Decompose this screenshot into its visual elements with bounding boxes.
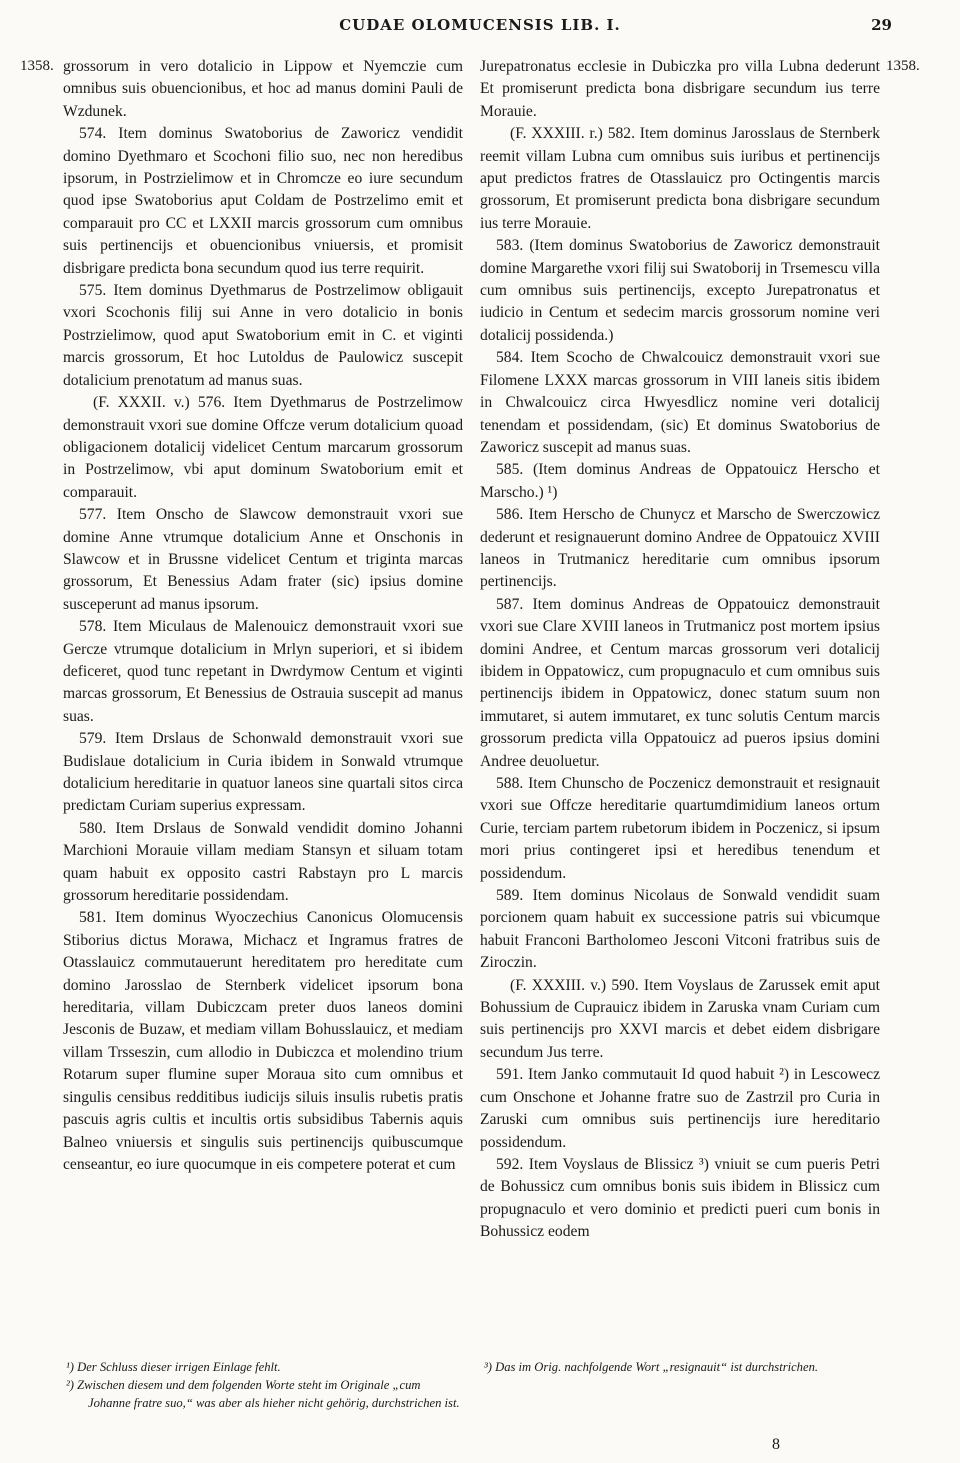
- paragraph: 592. Item Voyslaus de Blissicz ³) vniuit se cum pueris Petri de Bohussicz cum omnibus bonis suis ibidem in Blissicz cum propugnaculo et vero dominio et predicti pueri cum bonis in Bohussicz eodem: [480, 1155, 880, 1241]
- paragraph: (F. XXXIII. v.) 590. Item Voyslaus de Zarussek emit aput Bohussium de Cuprauicz ibidem in Zaruska vnam Curiam cum suis pertinencijs pro XXVI marcis et debet eidem disbrigare secundum Jus terre.: [480, 976, 880, 1061]
- paragraph: 583. (Item dominus Swatoborius de Zaworicz demonstrauit domine Margarethe vxori filij sui Swatoborij in Trsemescu villa cum omnibus suis pertinencijs, excepto Jurepatronatus et iudicio in Centum et sedecim marcis grossorum nomine veri dotalicij possidenda.): [480, 237, 880, 344]
- paragraph: 586. Item Herscho de Chunycz et Marscho de Swerczowicz dederunt et resignauerunt domino Andree de Oppatouicz XVIII laneos in Trutmanicz hereditarie cum omnibus ipsorum pertinencijs.: [480, 506, 880, 591]
- paragraph: 574. Item dominus Swatoborius de Zaworicz vendidit domino Dyethmaro et Scochoni filio suo, nec non heredibus ipsorum, in Postrzielimow et in Chromcze eo iure secundum quod ipse Swatoborius aput Coldam de Postrzelimo emit et comparauit pro CC et LXXII marcis grossorum cum omnibus suis pertinencijs et obuencionibus vniuersis, et promisit disbrigare predicta bona secundum quod ius terre requirit.: [63, 125, 463, 277]
- paragraph: (F. XXXIII. r.) 582. Item dominus Jarosslaus de Sternberk reemit villam Lubna cum omnibus suis iuribus et pertinencijs aput predictos fratres de Otasslauicz pro Octingentis marcis grossorum, Et promiserunt predicta bona disbrigare secundum ius terre Morauie.: [480, 125, 880, 232]
- paragraph: 585. (Item dominus Andreas de Oppatouicz Herscho et Marscho.) ¹): [480, 461, 880, 501]
- paragraph: 577. Item Onscho de Slawcow demonstrauit vxori sue domine Anne vtrumque dotalicium Anne et Onschonis in Slawcow et in Brussne videlicet Centum et triginta marcas grossorum, Et Benessius Adam frater (sic) ipsius domine susceperunt ad manus ipsorum.: [63, 506, 463, 613]
- running-title: CUDAE OLOMUCENSIS LIB. I.: [339, 16, 621, 34]
- paragraph: 591. Item Janko commutauit Id quod habuit ²) in Lescowecz cum Onschone et Johanne fratre suo de Zastrzil pro Curia in Zaruski cum omnibus suis pertinencijs iure hereditario possidendum.: [480, 1066, 880, 1151]
- paragraph: (F. XXXII. v.) 576. Item Dyethmarus de Postrzelimow demonstrauit vxori sue domine Offcze verum dotalicium quoad obligacionem dotalicij videlicet Centum marcarum grossorum in Postrzelimow, vbi aput dominum Swatoborium emit et comparauit.: [63, 394, 463, 501]
- running-header: [0, 16, 960, 42]
- paragraph: 587. Item dominus Andreas de Oppatouicz demonstrauit vxori sue Clare XVIII laneos in Trutmanicz post mortem ipsius domini Andree, et Centum marcas grossorum veri dotalicij ibidem in Oppatowicz, cum propugnaculo et cum omnibus suis pertinencijs ibidem in Oppatowicz, donec statum suum non immutaret, si autem immutaret, ex tunc solutis Centum marcis grossorum predicta villa Oppatouicz ad pueros ipsius domini Andree deuoluetur.: [480, 595, 880, 770]
- footnote: ³) Das im Orig. nachfolgende Wort „resignauit“ ist durchstrichen.: [484, 1360, 819, 1374]
- footnote: ¹) Der Schluss dieser irrigen Einlage fehlt.: [66, 1360, 281, 1374]
- footnote: ²) Zwischen diesem und dem folgenden Worte steht im Originale „cum Johanne fratre suo,“ was aber als hieher nicht gehörig, durchstrichen ist.: [66, 1378, 460, 1410]
- signature-mark: 8: [772, 1436, 780, 1453]
- paragraph: 578. Item Miculaus de Malenouicz demonstrauit vxori sue Gercze vtrumque dotalicium in Mrlyn superiori, et si ibidem deficeret, quod tunc repetant in Dwrdymow Centum et viginti marcas grossorum, Et Benessius de Ostrauia suscepit ad manus suas.: [63, 618, 463, 725]
- paragraph: 579. Item Drslaus de Schonwald demonstrauit vxori sue Budislaue dotalicium in Curia ibidem in Sonwald vtrumque dotalicium hereditarie in quatuor laneos sine quartali sitos circa predictam Curiam superius expressam.: [63, 730, 463, 815]
- footnotes-right: [484, 1358, 874, 1376]
- footnotes-left: [66, 1358, 466, 1412]
- margin-year-right: 1358.: [886, 58, 920, 74]
- paragraph: 584. Item Scocho de Chwalcouicz demonstrauit vxori sue Filomene LXXX marcas grossorum in VIII laneis sitis ibidem in Chwalcouicz circa Hwyesdlicz nomine veri dotalicij tenendam et possidendam, (sic) Et dominus Swatoborius de Zaworicz suscepit ad manus suas.: [480, 349, 880, 456]
- paragraph: 580. Item Drslaus de Sonwald vendidit domino Johanni Marchioni Morauie villam mediam Stansyn et siluam totam quam habuit ex opposito castri Rabstayn pro L marcis grossorum hereditarie possidendam.: [63, 819, 463, 905]
- page-number: 29: [871, 16, 892, 34]
- paragraph: 588. Item Chunscho de Poczenicz demonstrauit et resignauit vxori sue Offcze hereditarie quartumdimidium laneos ortum Curie, terciam partem rubetorum ibidem in Poczenicz, si ipsum mori prius contingeret ipsi et heredibus tenendum et possidendum.: [480, 775, 880, 882]
- right-column: [480, 56, 880, 1244]
- paragraph: 575. Item dominus Dyethmarus de Postrzelimow obligauit vxori Scochonis filij sui Anne in vero dotalicio in bonis Postrzielimow, quod aput Swatoborium emit in C. et viginti marcis grossorum, Et hoc Lutoldus de Paulowicz suscepit dotalicium prenotatum ad manus suas.: [63, 282, 463, 389]
- left-column: [63, 56, 463, 1176]
- paragraph: 581. Item dominus Wyoczechius Canonicus Olomucensis Stiborius dictus Morawa, Michacz et Ingramus fratres de Otasslauicz commutauerunt hereditatem pro hereditate cum domino Jarosslao de Sternberk videlicet ipsorum bona hereditaria, villam Dubiczcam preter duos laneos domini Jesconis de Buzaw, et mediam villam Bohusslauicz, et mediam villam Trsseszin, cum allodio in Dubiczca et molendino trium Rotarum super flumine super Moraua sito cum omnibus et singulis censibus redditibus iudicijs siluis insulis rubetis pratis pascuis agris cultis et incultis ortis subsidibus Tabernis aquis Balneo vniuersis et singulis suis pertinencijs quibuscumque censeantur, eo iure quocumque in eis competere poterat et cum: [63, 909, 463, 1173]
- paragraph: grossorum in vero dotalicio in Lippow et Nyemczie cum omnibus suis obuencionibus, et hoc ad manus domini Pauli de Wzdunek.: [63, 58, 463, 120]
- paragraph: 589. Item dominus Nicolaus de Sonwald vendidit suam porcionem quam habuit ex successione patris sui vbicumque habuit Franconi Bartholomeo Jesconi Vitconi fratribus suis de Ziroczin.: [480, 887, 880, 972]
- margin-year-left: 1358.: [20, 58, 54, 74]
- paragraph: Jurepatronatus ecclesie in Dubiczka pro villa Lubna dederunt Et promiserunt predicta bona disbrigare secundum ius terre Morauie.: [480, 58, 880, 120]
